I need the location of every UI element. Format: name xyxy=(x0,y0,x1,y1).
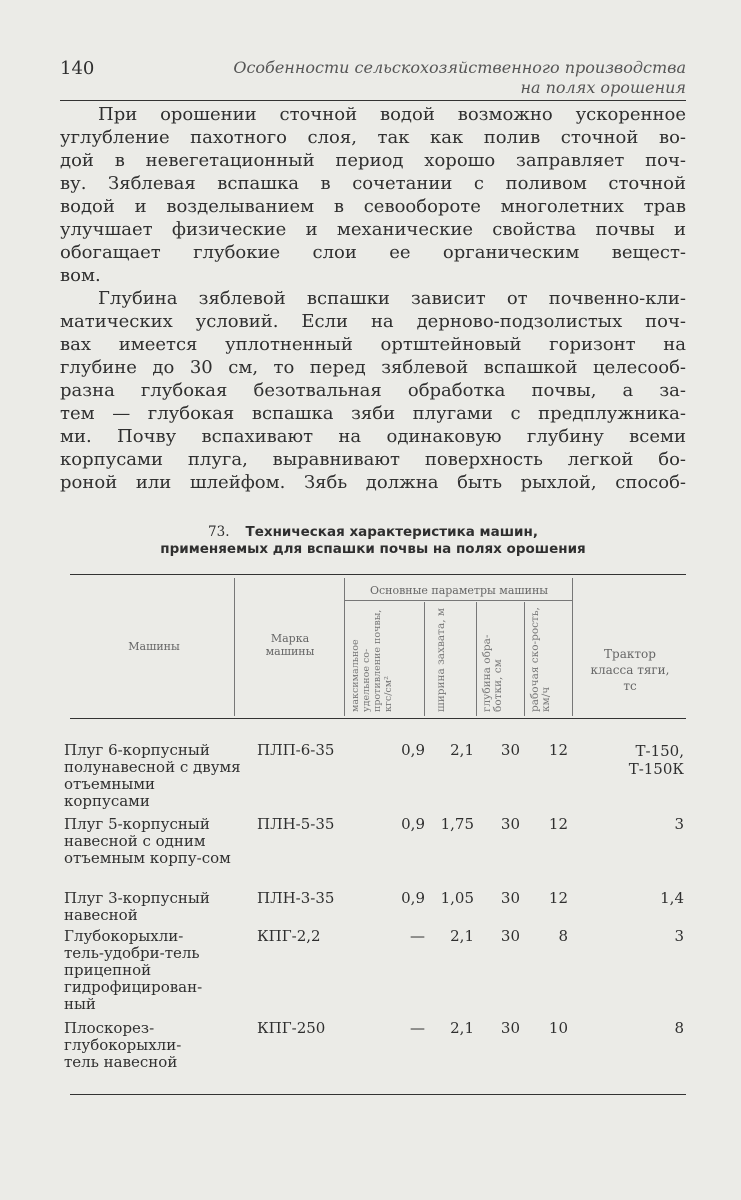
header-rule xyxy=(60,100,686,101)
page-number: 140 xyxy=(60,58,95,79)
col-divider xyxy=(524,602,525,716)
cell-speed: 12 xyxy=(548,741,568,759)
text-line: роной или шлейфом. Зябь должна быть рыхлой, способ- xyxy=(60,472,686,493)
cell-tractor: 1,4 xyxy=(660,889,684,907)
cell-mark: КПГ-250 xyxy=(257,1019,326,1037)
table-bottom-rule xyxy=(70,1094,686,1095)
cell-speed: 8 xyxy=(558,927,568,945)
page-header xyxy=(60,58,686,98)
cell-width: 1,05 xyxy=(440,889,474,907)
cell-mark: ПЛН-5-35 xyxy=(257,815,335,833)
cell-resistance: 0,9 xyxy=(401,815,425,833)
header-tractor: Трактор класса тяги, тс xyxy=(590,647,670,693)
cell-machine: Плуг 6-корпусный полунавесной с двумя отъемными корпусами xyxy=(64,741,241,810)
cell-depth: 30 xyxy=(500,815,520,833)
text-line: глубине до 30 см, то перед зяблевой вспашкой целесооб- xyxy=(60,357,686,378)
text-line: При орошении сточной водой возможно ускоренное xyxy=(98,104,686,125)
cell-width: 2,1 xyxy=(450,741,474,759)
table-header-rule xyxy=(70,718,686,719)
running-title-line1: Особенности сельскохозяйственного производства xyxy=(233,58,686,77)
text-line: матических условий. Если на дерново-подзолистых поч- xyxy=(60,311,686,332)
cell-resistance: 0,9 xyxy=(401,741,425,759)
cell-mark: КПГ-2,2 xyxy=(257,927,321,945)
cell-machine: Плуг 5-корпусный навесной с одним отъемным корпу-сом xyxy=(64,815,231,867)
cell-speed: 12 xyxy=(548,889,568,907)
group-header-rule xyxy=(344,600,572,601)
cell-tractor: 3 xyxy=(674,815,684,833)
text-line: вом. xyxy=(60,265,101,286)
table-title-line1: Техническая характеристика машин, xyxy=(245,524,538,540)
text-line: ми. Почву вспахивают на одинаковую глубину всеми xyxy=(60,426,686,447)
cell-tractor: Т-150, Т-150К xyxy=(628,742,684,778)
header-width: ширина захвата, м xyxy=(435,607,447,712)
table-top-rule xyxy=(70,574,686,575)
header-speed: рабочая ско-рость, км/ч xyxy=(529,607,552,712)
header-mark: Марка машины xyxy=(265,632,315,658)
paragraph-1 xyxy=(60,103,686,287)
text-line: дой в невегетационный период хорошо заправляет поч- xyxy=(60,150,686,171)
table-title-line2: применяемых для вспашки почвы на полях орошения xyxy=(160,541,586,557)
text-line: разна глубокая безотвальная обработка почвы, а за- xyxy=(60,380,686,401)
col-divider xyxy=(344,578,345,716)
col-divider xyxy=(424,602,425,716)
cell-tractor: 3 xyxy=(674,927,684,945)
cell-speed: 12 xyxy=(548,815,568,833)
text-line: корпусами плуга, выравнивают поверхность легкой бо- xyxy=(60,449,686,470)
cell-mark: ПЛП-6-35 xyxy=(257,741,335,759)
table-caption xyxy=(60,524,686,558)
cell-machine: Глубокорыхли-тель-удобри-тель прицепной гидрофицирован-ный xyxy=(64,927,203,1013)
text-line: водой и возделыванием в севообороте многолетних трав xyxy=(60,196,686,217)
cell-depth: 30 xyxy=(500,1019,520,1037)
header-main-params: Основные параметры машины xyxy=(369,584,549,597)
cell-depth: 30 xyxy=(500,927,520,945)
text-line: ву. Зяблевая вспашка в сочетании с поливом сточной xyxy=(60,173,686,194)
paragraph-2 xyxy=(60,287,686,494)
col-divider xyxy=(476,602,477,716)
cell-mark: ПЛН-3-35 xyxy=(257,889,335,907)
cell-depth: 30 xyxy=(500,741,520,759)
text-line: тем — глубокая вспашка зяби плугами с предплужника- xyxy=(60,403,686,424)
table-number: 73. xyxy=(208,524,230,540)
text-line: улучшает физические и механические свойства почвы и xyxy=(60,219,686,240)
body-text xyxy=(60,103,686,494)
header-depth: глубина обра-ботки, см xyxy=(481,634,504,712)
cell-resistance: 0,9 xyxy=(401,889,425,907)
cell-width: 2,1 xyxy=(450,927,474,945)
header-resistance: максимальное удельное со-противление почвы, кгс/см² xyxy=(350,609,394,712)
cell-machine: Плоскорез-глубокорыхли-тель навесной xyxy=(64,1019,182,1071)
running-title xyxy=(233,58,686,98)
running-title-line2: на полях орошения xyxy=(520,78,686,97)
text-line: углубление пахотного слоя, так как полив сточной во- xyxy=(60,127,686,148)
header-machine: Машины xyxy=(128,640,180,653)
text-line: обогащает глубокие слои ее органическим вещест- xyxy=(60,242,686,263)
cell-speed: 10 xyxy=(548,1019,568,1037)
cell-tractor: 8 xyxy=(674,1019,684,1037)
cell-machine: Плуг 3-корпусный навесной xyxy=(64,889,210,924)
cell-resistance: — xyxy=(410,927,425,945)
text-line: Глубина зяблевой вспашки зависит от почвенно-кли- xyxy=(98,288,686,309)
col-divider xyxy=(572,578,573,716)
cell-depth: 30 xyxy=(500,889,520,907)
cell-width: 2,1 xyxy=(450,1019,474,1037)
col-divider xyxy=(234,578,235,716)
text-line: вах имеется уплотненный ортштейновый горизонт на xyxy=(60,334,686,355)
cell-width: 1,75 xyxy=(440,815,474,833)
cell-resistance: — xyxy=(410,1019,425,1037)
